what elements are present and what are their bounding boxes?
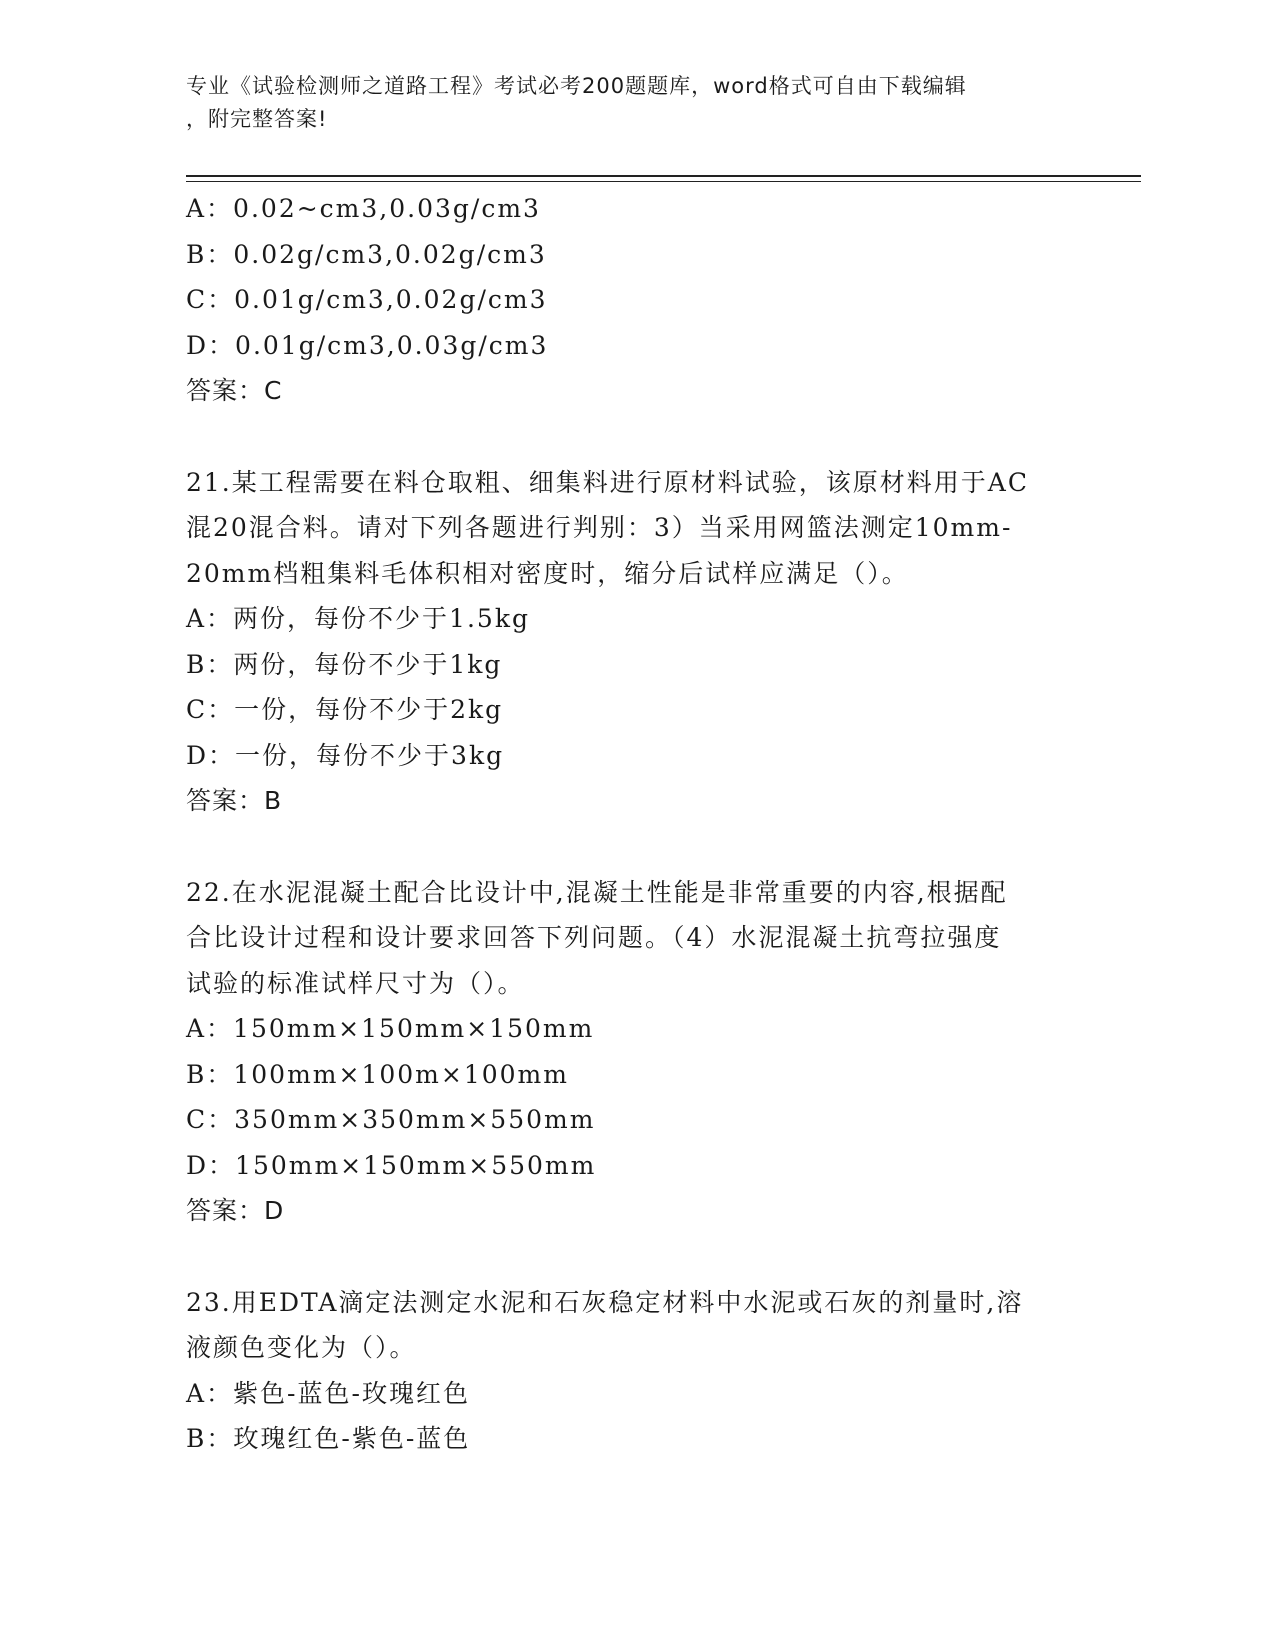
question-text-line: 混20混合料。请对下列各题进行判别：3）当采用网篮法测定10mm- [186, 513, 1013, 542]
spacer [186, 414, 1086, 460]
option-a: A：150mm×150mm×150mm [186, 1014, 595, 1043]
document-header [186, 70, 1086, 136]
question-text-line: 液颜色变化为（）。 [186, 1333, 417, 1362]
option-d: D：一份，每份不少于3kg [186, 740, 505, 770]
option-c: C：一份，每份不少于2kg [186, 695, 504, 724]
header-divider-thin [186, 181, 1141, 182]
header-divider-thick [186, 175, 1141, 177]
question-text-line: 合比设计过程和设计要求回答下列问题。（4）水泥混凝土抗弯拉强度 [186, 923, 1002, 952]
question-list [186, 186, 1086, 1462]
option-d: D：0.01g/cm3,0.03g/cm3 [186, 330, 549, 360]
option-d: D：150mm×150mm×550mm [186, 1150, 597, 1180]
option-a: A：两份，每份不少于1.5kg [186, 604, 530, 633]
question-text-line: 22.在水泥混凝土配合比设计中,混凝土性能是非常重要的内容,根据配 [186, 877, 1008, 907]
header-line-2: ，附完整答案! [186, 107, 328, 131]
answer: 答案：D [186, 1196, 285, 1225]
question-text-line: 20mm档粗集料毛体积相对密度时，缩分后试样应满足（）。 [186, 558, 909, 588]
spacer [186, 824, 1086, 870]
spacer [186, 1234, 1086, 1280]
option-b: B：100mm×100m×100mm [186, 1059, 569, 1089]
option-b: B：玫瑰红色-紫色-蓝色 [186, 1424, 471, 1453]
answer: 答案：C [186, 376, 283, 405]
option-c: C：350mm×350mm×550mm [186, 1105, 596, 1134]
answer: 答案：B [186, 786, 283, 815]
option-c: C：0.01g/cm3,0.02g/cm3 [186, 285, 548, 314]
option-a: A：0.02~cm3,0.03g/cm3 [186, 194, 541, 223]
header-line-1: 专业《试验检测师之道路工程》考试必考200题题库，word格式可自由下载编辑 [186, 74, 967, 98]
option-b: B：0.02g/cm3,0.02g/cm3 [186, 239, 547, 269]
option-a: A：紫色-蓝色-玫瑰红色 [186, 1378, 470, 1408]
question-block-22 [186, 870, 1086, 1234]
question-text-line: 23.用EDTA滴定法测定水泥和石灰稳定材料中水泥或石灰的剂量时,溶 [186, 1287, 1024, 1317]
question-text-line: 21.某工程需要在料仓取粗、细集料进行原材料试验，该原材料用于AC [186, 467, 1029, 497]
question-text-line: 试验的标准试样尺寸为（）。 [186, 968, 525, 998]
question-block-23 [186, 1280, 1086, 1462]
question-block-21 [186, 460, 1086, 824]
question-block-prev [186, 186, 1086, 414]
option-b: B：两份，每份不少于1kg [186, 649, 503, 679]
